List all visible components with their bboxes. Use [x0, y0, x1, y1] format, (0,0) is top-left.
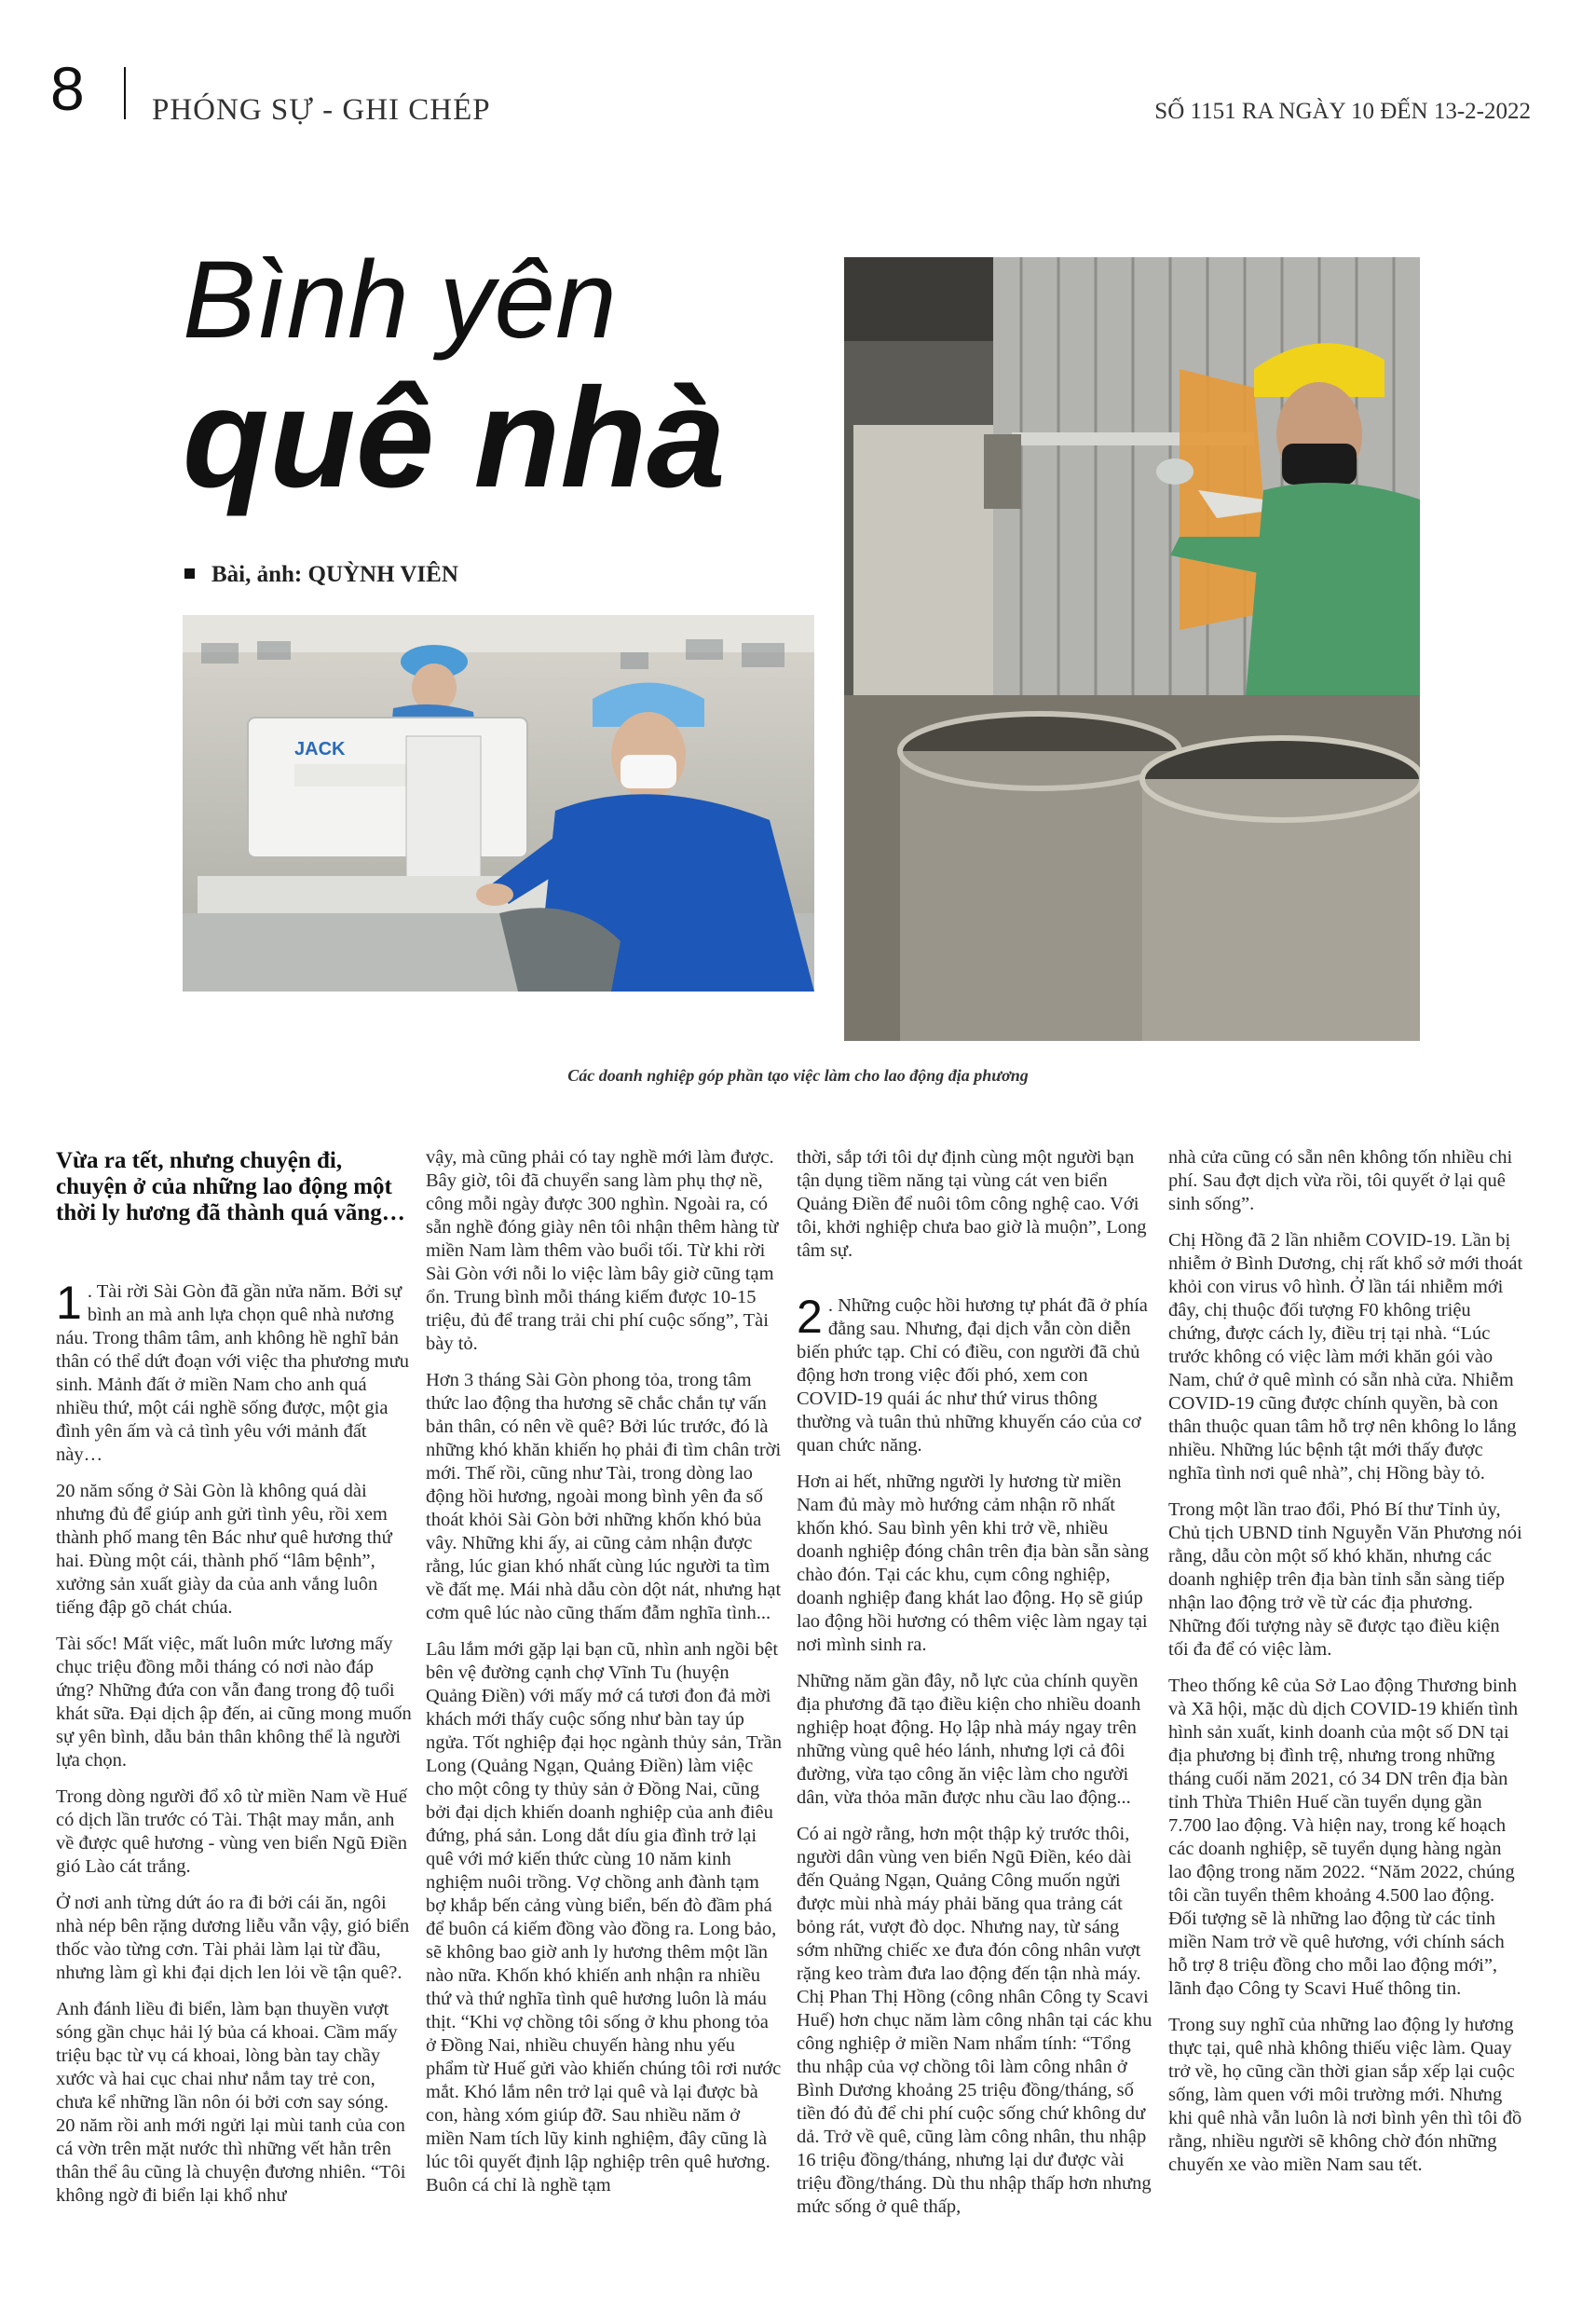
paragraph: 20 năm sống ở Sài Gòn là không quá dài nhưng đủ để giúp anh gửi tình yêu, rồi xem thành phố mang tên Bác như quê hương thứ hai. Đùng một cái, thành phố “lâm bệnh”, xưởng sản xuất giày da của anh vắng luôn tiếng đập gõ chát chúa. — [56, 1481, 392, 1618]
page-number: 8 — [50, 54, 85, 123]
paragraph: 1 . Tài rời Sài Gòn đã gần nửa năm. Bởi sự bình an mà anh lựa chọn quê nhà nương náu. Trong thâm tâm, anh không hề nghĩ bản thân có thể dứt đoạn với việc tha phương mưu sinh. Mảnh đất ở miền Nam cho anh quá nhiều thứ, một cái nghề sống được, một gia đình yên ấm và cả tình yêu với mảnh đất này… — [56, 1277, 409, 1465]
byline-text: Bài, ảnh: QUỲNH VIÊN — [211, 562, 458, 587]
paragraph: Ở nơi anh từng dứt áo ra đi bởi cái ăn, ngôi nhà nép bên rặng dương liễu vẫn vậy, gió biển thốc vào từng cơn. Tài phải làm lại từ đầu, nhưng làm gì khi đại dịch len lỏi về tận quê?. — [56, 1893, 410, 1983]
dropcap-2: 2 — [797, 1291, 823, 1343]
sewing-workers-illustration — [183, 615, 814, 992]
photo-sewing-workers — [183, 615, 814, 992]
paragraph: Lâu lắm mới gặp lại bạn cũ, nhìn anh ngồi bệt bên vệ đường cạnh chợ Vĩnh Tu (huyện Quảng Điền) với mấy mớ cá tươi đon đả mời khách mới thấy cuộc sống như bàn tay úp ngửa. Tốt nghiệp đại học ngành thủy sản, Trần Long (Quảng Ngạn, Quảng Điền) làm việc cho một công ty thủy sản ở Đồng Nai, cũng bởi đại dịch khiến doanh nghiệp của anh điêu đứng, phá sản. Long dắt díu gia đình trở lại quê với mớ kiến thức cùng 10 năm kinh nghiệm nuôi trồng. Vợ chồng anh đành tạm bợ khắp bến cảng vùng biển, bến đò đầm phá để buôn cá kiếm đồng vào đồng ra. Long bảo, sẽ không bao giờ anh ly hương thêm một lần nào nữa. Khốn khó khiến anh nhận ra nhiều thứ và thứ nghĩa tình quê hương luôn là máu thịt. “Khi vợ chồng tôi sống ở khu phong tỏa ở Đồng Nai, nhiều chuyến hàng nhu yếu phẩm từ Huế gửi vào khiến chúng tôi rơi nước mắt. Khó lắm nên trở lại quê và lại được bà con, hàng xóm giúp đỡ. Sau nhiều năm ở miền Nam tích lũy kinh nghiệm, đây cũng là lúc tôi quyết định lập nghiệp trên quê hương. Buôn cá chỉ là nghề tạm — [426, 1639, 782, 2196]
paragraph: 2 . Những cuộc hồi hương tự phát đã ở phía đằng sau. Nhưng, đại dịch vẫn còn diễn biến phức tạp. Chỉ có điều, con người đã chủ động hơn trong việc đối phó, xem con COVID-19 quái ác như thứ virus thông thường và tuân thủ những khuyến cáo của cơ quan chức năng. — [797, 1291, 1148, 1456]
photo-factory-worker — [844, 257, 1420, 1041]
paragraph: Trong một lần trao đổi, Phó Bí thư Tỉnh ủy, Chủ tịch UBND tỉnh Nguyễn Văn Phương nói rằng, dẫu còn một số khó khăn, nhưng các doanh nghiệp trên địa bàn tỉnh sẵn sàng tiếp nhận lao động trở về từ các địa phương. Những đối tượng này sẽ được tạo điều kiện tối đa để có việc làm. — [1168, 1499, 1522, 1660]
issue-info: SỐ 1151 RA NGÀY 10 ĐẾN 13-2-2022 — [1154, 99, 1531, 124]
article-column-3 — [797, 1146, 1153, 2232]
article-title-line2: quê nhà — [183, 359, 726, 517]
article-column-1 — [56, 1146, 412, 2221]
paragraph: thời, sắp tới tôi dự định cùng một người bạn tận dụng tiềm năng tại vùng cát ven biển Quảng Điền để nuôi tôm công nghệ cao. Với tôi, khởi nghiệp chưa bao giờ là muộn”, Long tâm sự. — [797, 1147, 1147, 1261]
paragraph: Trong suy nghĩ của những lao động ly hương thực tại, quê nhà không thiếu việc làm. Quay trở về, họ cũng cần thời gian sắp xếp lại cuộc sống, làm quen với môi trường mới. Nhưng khi quê nhà vẫn luôn là nơi bình yên thì tôi đồ rằng, nhiều người sẽ không chờ đón những chuyến xe vào miền Nam sau tết. — [1168, 2015, 1522, 2175]
dropcap-1: 1 — [56, 1277, 82, 1329]
paragraph: Hơn 3 tháng Sài Gòn phong tỏa, trong tâm thức lao động tha hương sẽ chắc chắn tự vấn bản thân, có nên về quê? Bởi lúc trước, đó là những khó khăn khiến họ phải đi tìm chân trời mới. Thế rồi, cũng như Tài, trong dòng lao động hồi hương, ngoài mong bình yên đa số thoát khỏi Sài Gòn bởi những khốn khó bủa vây. Những khi ấy, ai cũng cảm nhận được rằng, lúc gian khó nhất cùng lúc người ta tìm về đất mẹ. Mái nhà dẫu còn dột nát, nhưng hạt cơm quê lúc nào cũng thấm đẫm nghĩa tình... — [426, 1370, 782, 1623]
article-column-2 — [426, 1146, 782, 2210]
byline — [184, 562, 458, 588]
paragraph: Có ai ngờ rằng, hơn một thập kỷ trước thôi, người dân vùng ven biển Ngũ Điền, kéo dài đến Quảng Ngạn, Quảng Công muốn ngửi được mùi nhà máy phải băng qua trảng cát bỏng rát, vượt đò dọc. Nhưng nay, từ sáng sớm những chiếc xe đưa đón công nhân vượt rặng keo tràm đưa lao động đến tận nhà máy. Chị Phan Thị Hồng (công nhân Công ty Scavi Huế) hơn chục năm làm công nhân tại các khu công nghiệp ở miền Nam nhẩm tính: “Tổng thu nhập của vợ chồng tôi làm công nhân ở Bình Dương khoảng 25 triệu đồng/tháng, số tiền đó đủ để chi phí cuộc sống chứ không dư dả. Trở về quê, cũng làm công nhân, thu nhập 16 triệu đồng/tháng, nhưng lại dư được vài triệu đồng/tháng. Dù thu nhập thấp hơn nhưng mức sống ở quê thấp, — [797, 1824, 1153, 2217]
article-column-4 — [1168, 1146, 1524, 2190]
paragraph: Trong dòng người đổ xô từ miền Nam về Huế có dịch lần trước có Tài. Thật may mắn, anh về được quê hương - vùng ven biển Ngũ Điền gió Lào cát trắng. — [56, 1786, 407, 1877]
article-lead: Vừa ra tết, nhưng chuyện đi, chuyện ở của những lao động một thời ly hương đã thành quá vãng… — [56, 1148, 405, 1225]
photo-caption: Các doanh nghiệp góp phần tạo việc làm cho lao động địa phương — [567, 1066, 1029, 1085]
paragraph: Những năm gần đây, nỗ lực của chính quyền địa phương đã tạo điều kiện cho nhiều doanh nghiệp hoạt động. Họ lập nhà máy ngay trên những vùng quê héo lánh, nhưng lợi cả đôi đường, vừa tạo công ăn việc làm cho người dân, vừa thỏa mãn được nhu cầu lao động... — [797, 1671, 1141, 1808]
factory-worker-illustration — [844, 257, 1420, 1041]
paragraph: Anh đánh liều đi biển, làm bạn thuyền vượt sóng gần chục hải lý bủa cá khoai. Cầm mấy triệu bạc từ vụ cá khoai, lòng bàn tay chầy xước và hai cục chai như nắm tay trẻ con, chưa kể những lần nôn ói bởi cơn say sóng. 20 năm rồi anh mới ngửi lại mùi tanh của con cá vờn trên mặt nước thì những vết hằn trên thân thể âu cũng là chuyện đương nhiên. “Tôi không ngờ đi biển lại khổ như — [56, 1999, 406, 2206]
paragraph: vậy, mà cũng phải có tay nghề mới làm được. Bây giờ, tôi đã chuyển sang làm phụ thợ nề, công mỗi ngày được 300 nghìn. Ngoài ra, có sẵn nghề đóng giày nên tôi nhận thêm hàng từ miền Nam làm thêm vào buổi tối. Từ khi rời Sài Gòn với nỗi lo việc làm bây giờ cũng tạm ổn. Trung bình mỗi tháng kiếm được 10-15 triệu, đủ để trang trải chi phí cuộc sống”, Tài bày tỏ. — [426, 1147, 779, 1354]
header-divider — [124, 67, 126, 119]
paragraph: Tài sốc! Mất việc, mất luôn mức lương mấy chục triệu đồng mỗi tháng có nơi nào đáp ứng? Những đứa con vẫn đang trong độ tuổi khát sữa. Đại dịch ập đến, ai cũng mong muốn sự yên bình, dẫu bản thân không thể là người lựa chọn. — [56, 1634, 412, 1771]
paragraph: nhà cửa cũng có sẵn nên không tốn nhiều chi phí. Sau đợt dịch vừa rồi, tôi quyết ở lại quê sinh sống”. — [1168, 1147, 1513, 1214]
paragraph: Hơn ai hết, những người ly hương từ miền Nam đủ mày mò hướng cảm nhận rõ nhất khốn khó. Sau bình yên khi trở về, nhiều doanh nghiệp đóng chân trên địa bàn sẵn sàng chào đón. Tại các khu, cụm công nghiệp, doanh nghiệp đang khát lao động. Họ sẽ giúp lao động hồi hương có thêm việc làm ngay tại nơi mình sinh ra. — [797, 1471, 1150, 1655]
article-title-line1: Bình yên — [183, 239, 617, 362]
bullet-square-icon — [184, 568, 195, 579]
machine-brand-label: JACK — [294, 739, 346, 759]
paragraph: Chị Hồng đã 2 lần nhiễm COVID-19. Lần bị nhiễm ở Bình Dương, chị rất khổ sở mới thoát khỏi con virus vô hình. Ở lần tái nhiễm mới đây, chị thuộc đối tượng F0 không triệu chứng, được cách ly, điều trị tại nhà. “Lúc trước không có việc làm mới khăn gói vào Nam, chứ ở quê mình có sẵn nhà cửa. Nhiễm COVID-19 cũng được chính quyền, bà con thân thuộc quan tâm hỗ trợ nên không lo lắng nhiều. Những lúc bệnh tật mới thấy được nghĩa tình nơi quê nhà”, chị Hồng bày tỏ. — [1168, 1230, 1523, 1484]
paragraph: Theo thống kê của Sở Lao động Thương binh và Xã hội, mặc dù dịch COVID-19 khiến tình hình sản xuất, kinh doanh của một số DN tại địa phương bị đình trệ, nhưng trong những tháng cuối năm 2021, có 34 DN trên địa bàn tỉnh Thừa Thiên Huế cần tuyển dụng gần 7.700 lao động. Và hiện nay, trong kế hoạch các doanh nghiệp, sẽ tuyển dụng hàng ngàn lao động trong năm 2022. “Năm 2022, chúng tôi cần tuyển thêm khoảng 4.500 lao động. Đối tượng sẽ là những lao động từ các tỉnh miền Nam trở về quê hương, với chính sách hỗ trợ 8 triệu đồng cho mỗi lao động mới”, lãnh đạo Công ty Scavi Huế thông tin. — [1168, 1676, 1519, 1999]
section-title: PHÓNG SỰ - GHI CHÉP — [152, 93, 491, 127]
